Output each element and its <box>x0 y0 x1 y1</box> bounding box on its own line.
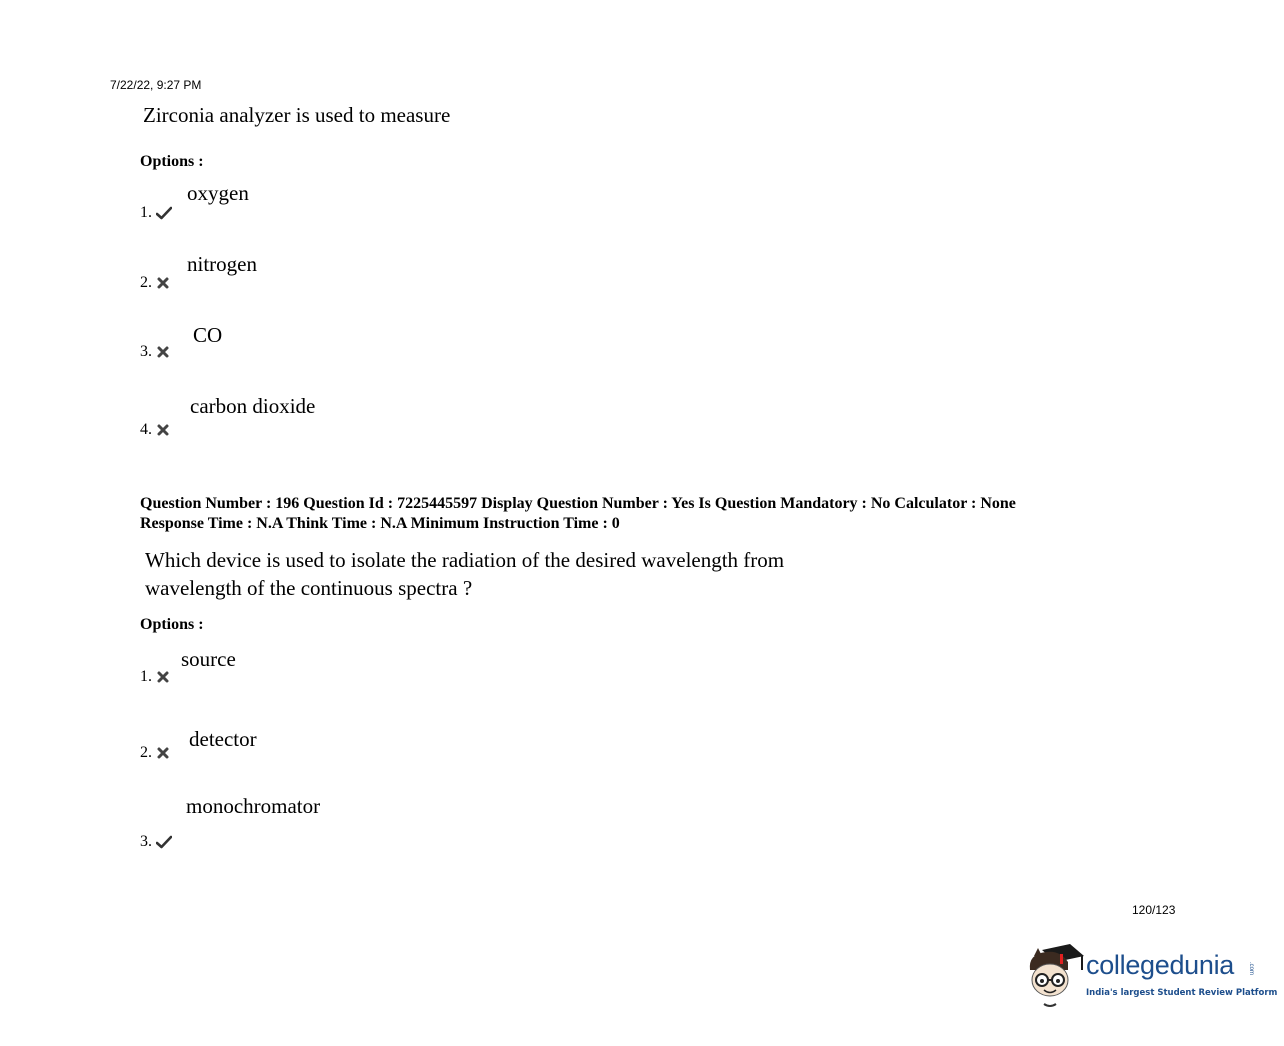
q2-option-2-number <box>140 744 172 762</box>
q2-options-label: Options : <box>140 616 204 633</box>
cross-icon <box>156 423 172 437</box>
q2-option-1-number <box>140 668 172 686</box>
logo-wordmark: collegedunia <box>1086 950 1235 980</box>
q2-meta-line-2: Response Time : N.A Think Time : N.A Minimum Instruction Time : 0 <box>140 515 620 532</box>
cross-icon <box>156 276 172 290</box>
q1-option-1-number <box>140 204 172 222</box>
collegedunia-logo[interactable] <box>1024 940 1278 1012</box>
print-timestamp: 7/22/22, 9:27 PM <box>110 78 202 92</box>
q1-option-4-number <box>140 421 172 439</box>
q2-option-2-label: 2. <box>140 744 152 761</box>
page-number: 120/123 <box>1132 903 1176 917</box>
q1-option-4-text: carbon dioxide <box>190 394 316 418</box>
logo-tagline: India's largest Student Review Platform <box>1086 988 1278 998</box>
q2-option-3-number <box>140 833 172 851</box>
question-1-text: Zirconia analyzer is used to measure <box>143 103 451 127</box>
cross-icon <box>156 670 172 684</box>
q1-option-2-number <box>140 274 172 292</box>
q1-option-1-text: oxygen <box>187 181 249 205</box>
q1-options-label: Options : <box>140 153 204 170</box>
q2-option-2-text: detector <box>189 727 257 751</box>
question-2-text-line-2: wavelength of the continuous spectra ? <box>145 576 473 600</box>
cross-icon <box>156 345 172 359</box>
mascot-icon <box>1024 940 1086 1012</box>
q1-option-2-label: 2. <box>140 274 152 291</box>
q1-option-3-label: 3. <box>140 343 152 360</box>
q1-option-1-label: 1. <box>140 204 152 221</box>
q2-option-3-text: monochromator <box>186 794 321 818</box>
q2-meta-line-1: Question Number : 196 Question Id : 7225445597 Display Question Number : Yes Is Question Mandatory : No Calculator : None <box>140 495 1016 512</box>
q1-option-3-number <box>140 343 172 361</box>
logo-domain: .com <box>1248 962 1254 976</box>
q2-option-1-text: source <box>181 647 236 671</box>
q1-option-2-text: nitrogen <box>187 252 257 276</box>
check-icon <box>156 835 172 849</box>
q2-option-3-label: 3. <box>140 833 152 850</box>
cross-icon <box>156 746 172 760</box>
q1-option-4-label: 4. <box>140 421 152 438</box>
q2-option-1-label: 1. <box>140 668 152 685</box>
check-icon <box>156 206 172 220</box>
question-2-text-line-1: Which device is used to isolate the radiation of the desired wavelength from <box>145 548 785 572</box>
q1-option-3-text: CO <box>193 323 223 347</box>
